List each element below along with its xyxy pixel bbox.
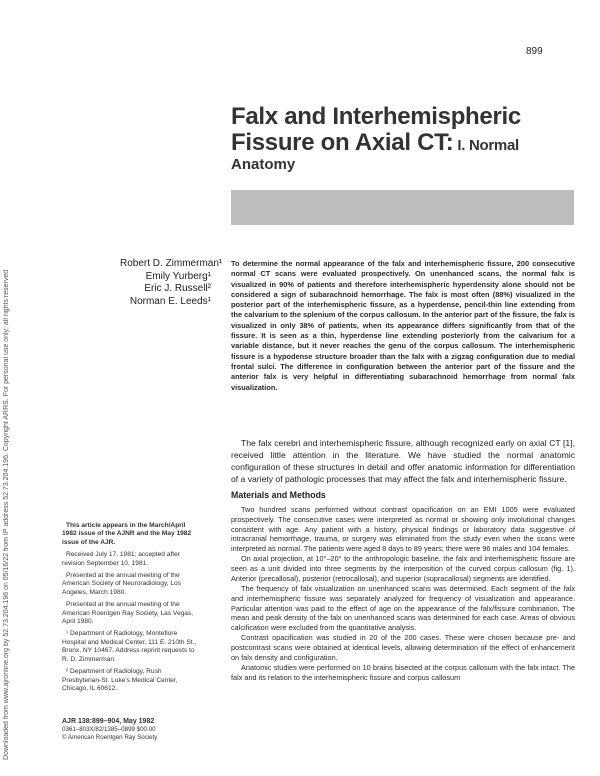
journal-citation: AJR 138:899–904, May 1982	[62, 718, 155, 725]
methods-paragraph: Contrast opacification was studied in 20 of the 200 cases. These were chosen because pre- and postcontrast scans were obtained at identical levels, allowing determination of the effect of enhancement on falx density and configuration.	[231, 633, 575, 662]
methods-paragraph: On axial projection, at 10°–20° to the anthropologic baseline, the falx and interhemispheric fissure are seen as a unit divided into three segments by the interposition of the curved corpus callosum (fig. 1). Anterior (precallosal), posterior (retrocallosal), and superior (supracallosal) segments are identified.	[231, 554, 575, 583]
article-title	[231, 104, 551, 159]
page-number: 899	[526, 46, 543, 57]
title-part-label: I. Normal	[453, 137, 519, 154]
author-name: Norman E. Leeds¹	[129, 295, 211, 307]
affiliation-note: ¹ Department of Radiology, Montefiore Hospital and Medical Center, 111 E. 210th St., Bronx, NY 10467. Address reprint requests to R. D. Zimmerman.	[62, 630, 197, 663]
received-note: Received July 17, 1981; accepted after revision September 10, 1981.	[62, 551, 180, 567]
journal-issn: 0361–803X/82/1385–0899 $00.00	[62, 725, 156, 733]
article-notes	[62, 522, 200, 697]
affiliation-note: ² Department of Radiology, Rush Presbyterian-St. Luke's Medical Center, Chicago, IL 60612.	[62, 668, 178, 692]
decorative-gray-band	[231, 190, 574, 225]
methods-paragraph: Two hundred scans performed without contrast opacification on an EMI 1005 were evaluated prospectively. The consecutive cases were interpreted as normal or showing only involutional changes consistent with age. Any patient with a history, physical findings or laboratory data suggestive of intracranial hemorrhage, trauma, or surgery was eliminated from the study even when the scans were interpreted as normal. The patients were aged 8 days to 89 years; there were 96 males and 104 females.	[231, 505, 575, 553]
author-name: Robert D. Zimmerman¹	[120, 258, 223, 269]
journal-footer	[62, 718, 202, 741]
author-name: Eric J. Russell²	[144, 283, 211, 294]
presentation-note: Presented at the annual meeting of the American Society of Neuroradiology, Los Angeles, March 1980.	[62, 572, 181, 596]
download-watermark: Downloaded from www.ajronline.org by 52.73.204.196 on 05/16/22 from IP address 52.73.204.196. Copyright ARRS. For personal use only; all rights reserved	[3, 269, 10, 760]
methods-paragraph: Anatomic studies were performed on 10 brains bisected at the corpus callosum with the falx intact. The falx and its relation to the interhemispheric fissure and corpus callosum	[231, 663, 575, 682]
methods-body	[231, 505, 575, 683]
issue-note: This article appears in the March/April 1982 issue of the AJNR and the May 1982 issue of the AJR.	[62, 522, 192, 546]
author-list	[120, 258, 223, 308]
title-line-2: Fissure on Axial CT:	[231, 129, 454, 156]
abstract: To determine the normal appearance of the falx and interhemispheric fissure, 200 consecutive normal CT scans were evaluated prospectively. On unenhanced scans, the normal falx is visualized in 90% of patients and therefore interhemispheric hyperdensity alone should not be considered a sign of subarachnoid hemorrhage. The falx is most often (88%) visualized in the posterior part of the interhemispheric fissure, as a hyperdense, pencil-thin line extending from the calvarium to the splenium of the corpus callosum. In the anterior part of the fissure, the falx is visualized in only 38% of patients, when its appearance differs significantly from that of the fissure. It is seen as a thin, hyperdense line extending posteriorly from the calvarium for a variable distance, but it never reaches the genu of the corpus callosum. The interhemispheric fissure is a hypodense structure broader than the falx with a zigzag configuration due to medial frontal sulci. The difference in configuration between the anterior part of the fissure and the anterior falx is very helpful in differentiating subarachnoid hemorrhage from normal falx visualization.	[231, 259, 575, 392]
presentation-note: Presented at the annual meeting of the American Roentgen Ray Society, Las Vegas, April 1980.	[62, 601, 194, 626]
journal-copyright: © American Roentgen Ray Society	[62, 733, 158, 741]
introduction-paragraph: The falx cerebri and interhemispheric fissure, although recognized early on axial CT [1], received little attention in the literature. We have studied the normal anatomic configuration of these structures in detail and offer anatomic information for differentiation of a variety of pathologic processes that may affect the falx and interhemispheric fissure.	[231, 438, 575, 484]
methods-paragraph: The frequency of falx visualization on unenhanced scans was determined. Each segment of the falx and interhemispheric fissure was separately analyzed for frequency of visualization and appearance. Particular attention was paid to the effect of age on the appearance of the falx/fissure combination. The mean and peak density of the falx on unenhanced scans was determined for each case. Areas of obvious calcification were excluded from the quantitative analysis.	[231, 584, 575, 632]
section-heading-methods: Materials and Methods	[231, 490, 326, 500]
author-name: Emily Yurberg¹	[145, 270, 211, 282]
title-line-1: Falx and Interhemispheric	[231, 103, 521, 130]
article-subtitle: Anatomy	[231, 156, 296, 173]
